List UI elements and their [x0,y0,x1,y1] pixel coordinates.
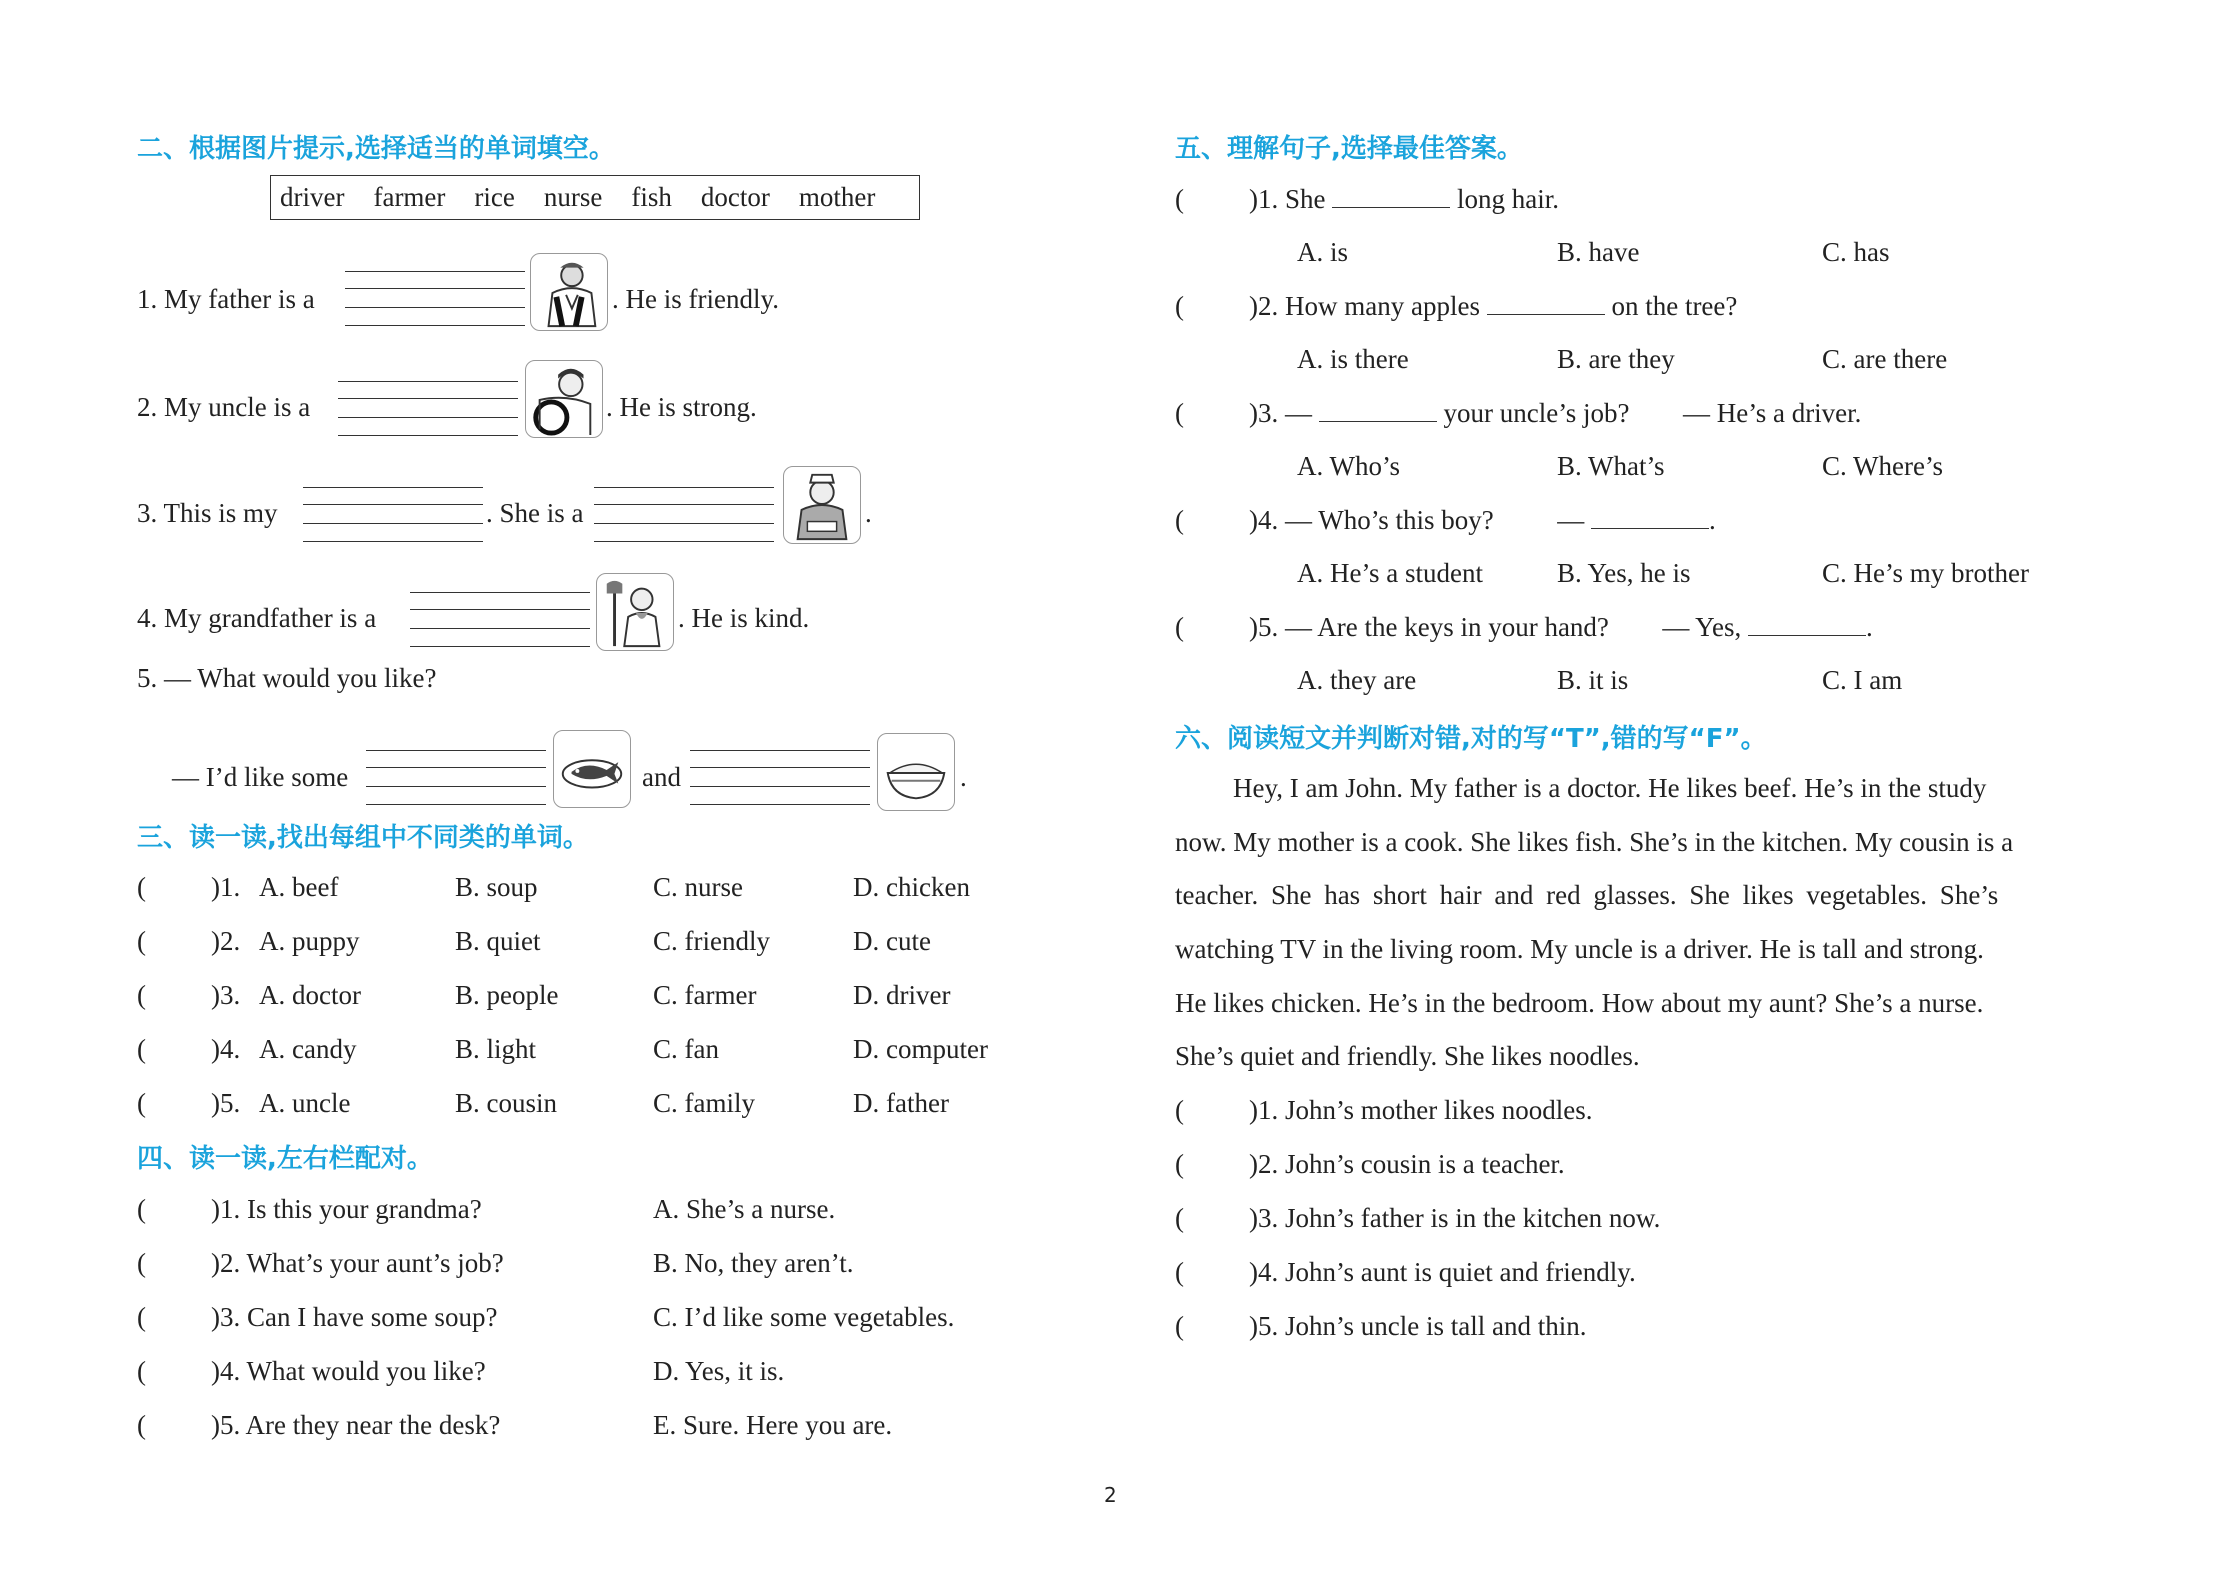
s5-stem-part: . [1865,612,1873,642]
s3-item-num: )5. [211,1088,241,1118]
s6-paren: ( [1175,1149,1184,1179]
s5-item-stem [1249,505,1716,536]
s5-option-b[interactable]: B. are they [1557,344,1675,374]
s5-stem-part: on the tree? [1611,291,1738,321]
passage-line: Hey, I am John. My father is a doctor. He likes beef. He’s in the study [1233,773,1987,803]
s5-option-a[interactable]: A. is [1297,237,1349,267]
s4-paren: ( [137,1194,146,1224]
s4-question: )1. Is this your grandma? [211,1194,482,1224]
s5-option-a[interactable]: A. is there [1297,344,1409,374]
word-bank [270,175,920,220]
s5-option-a[interactable]: A. they are [1297,665,1417,695]
section4-heading: 四、读一读,左右栏配对。 [137,1144,433,1174]
s2-q3-writing-lines-1[interactable] [303,487,483,541]
s5-option-a[interactable]: A. Who’s [1297,451,1401,481]
passage-line: She’s quiet and friendly. She likes noodles. [1175,1041,1640,1071]
s5-answer-blank[interactable] [1487,314,1605,315]
s5-option-c[interactable]: C. are there [1822,344,1948,374]
s6-statement: )3. John’s father is in the kitchen now. [1249,1203,1661,1233]
s5-option-b[interactable]: B. What’s [1557,451,1665,481]
s5-stem-part: )5. — Are the keys in your hand? [1249,612,1609,642]
s2-q2-before: 2. My uncle is a [137,392,311,422]
s6-paren: ( [1175,1203,1184,1233]
s5-answer-blank[interactable] [1748,635,1866,636]
s2-q1-after: . He is friendly. [612,284,779,314]
s4-paren: ( [137,1302,146,1332]
s2-q3-writing-lines-2[interactable] [594,487,774,541]
s2-q5-line2-before: — I’d like some [172,762,349,792]
s2-q5-writing-lines-2[interactable] [690,750,870,804]
s2-q1-writing-lines[interactable] [345,271,525,325]
s5-option-a[interactable]: A. He’s a student [1297,558,1483,588]
s5-option-c[interactable]: C. Where’s [1822,451,1943,481]
s2-q4-before: 4. My grandfather is a [137,603,377,633]
s5-stem-part: long hair. [1457,184,1559,214]
s5-stem-part: your uncle’s job? [1443,398,1630,428]
s5-item-stem [1249,612,1873,643]
s2-q5-and: and [642,762,681,792]
word-bank-word: doctor [700,182,770,212]
s3-option-a[interactable]: A. uncle [259,1088,351,1118]
s5-answer-blank[interactable] [1319,421,1437,422]
word-bank-word: driver [280,182,345,212]
s6-statement: )4. John’s aunt is quiet and friendly. [1249,1257,1636,1287]
page-number: 2 [1104,1483,1117,1507]
s5-item-stem [1249,184,1559,215]
s5-option-c[interactable]: C. I am [1822,665,1903,695]
s3-option-d[interactable]: D. cute [853,926,931,956]
s5-paren: ( [1175,291,1184,321]
s5-option-b[interactable]: B. it is [1557,665,1629,695]
farmer-icon [596,573,674,651]
s5-option-c[interactable]: C. He’s my brother [1822,558,2029,588]
s5-stem-part: )3. — [1249,398,1312,428]
passage-line: teacher. She has short hair and red glasses. She likes vegetables. She’s [1175,880,1999,910]
word-bank-word: farmer [373,182,446,212]
s2-q4-writing-lines[interactable] [410,592,590,646]
s2-q5-line1: 5. — What would you like? [137,663,437,693]
s5-stem-part: )4. — Who’s this boy? [1249,505,1494,535]
s3-option-a[interactable]: A. candy [259,1034,357,1064]
s3-option-a[interactable]: A. doctor [259,980,361,1010]
s3-option-b[interactable]: B. people [455,980,559,1010]
s3-option-d[interactable]: D. driver [853,980,951,1010]
s5-paren: ( [1175,505,1184,535]
s4-answer: A. She’s a nurse. [653,1194,836,1224]
s5-stem-part: — [1557,505,1585,535]
s6-statement: )1. John’s mother likes noodles. [1249,1095,1593,1125]
s2-q4-after: . He is kind. [678,603,810,633]
s4-question: )3. Can I have some soup? [211,1302,498,1332]
s3-option-b[interactable]: B. cousin [455,1088,558,1118]
s3-option-c[interactable]: C. farmer [653,980,757,1010]
passage-line: He likes chicken. He’s in the bedroom. How about my aunt? She’s a nurse. [1175,988,1984,1018]
s2-q2-writing-lines[interactable] [338,381,518,435]
s3-paren: ( [137,926,146,956]
s5-stem-part: )2. How many apples [1249,291,1480,321]
passage-line: now. My mother is a cook. She likes fish. She’s in the kitchen. My cousin is a [1175,827,2014,857]
s3-paren: ( [137,872,146,902]
s5-item-stem [1249,398,1861,429]
s2-q1-before: 1. My father is a [137,284,315,314]
s6-paren: ( [1175,1257,1184,1287]
s5-paren: ( [1175,184,1184,214]
s5-stem-part: . [1709,505,1716,535]
s2-q5-writing-lines-1[interactable] [366,750,546,804]
s5-option-b[interactable]: B. have [1557,237,1640,267]
s3-paren: ( [137,1034,146,1064]
s6-paren: ( [1175,1095,1184,1125]
s5-option-b[interactable]: B. Yes, he is [1557,558,1691,588]
s5-stem-part: — He’s a driver. [1682,398,1862,428]
word-bank-word: fish [631,182,672,212]
s5-answer-blank[interactable] [1332,207,1450,208]
s5-paren: ( [1175,398,1184,428]
s4-question: )4. What would you like? [211,1356,486,1386]
s4-answer: E. Sure. Here you are. [653,1410,893,1440]
s5-stem-part: )1. She [1249,184,1326,214]
section6-heading: 六、阅读短文并判断对错,对的写“T”,错的写“F”。 [1175,724,1767,754]
s2-q2-after: . He is strong. [606,392,757,422]
s3-option-b[interactable]: B. quiet [455,926,541,956]
s3-item-num: )3. [211,980,241,1010]
s3-paren: ( [137,980,146,1010]
s3-option-d[interactable]: D. chicken [853,872,970,902]
rice-icon [877,733,955,811]
s3-option-b[interactable]: B. light [455,1034,537,1064]
s6-statement: )2. John’s cousin is a teacher. [1249,1149,1565,1179]
driver-icon [525,360,603,438]
s4-paren: ( [137,1410,146,1440]
s4-paren: ( [137,1248,146,1278]
s3-option-a[interactable]: A. beef [259,872,339,902]
s3-option-c[interactable]: C. friendly [653,926,770,956]
s4-question: )5. Are they near the desk? [211,1410,501,1440]
doctor-icon [530,253,608,331]
s5-stem-part: — Yes, [1662,612,1742,642]
word-bank-word: mother [798,182,876,212]
section3-heading: 三、读一读,找出每组中不同类的单词。 [137,823,589,853]
s3-item-num: )1. [211,872,241,902]
s4-paren: ( [137,1356,146,1386]
s2-q3-after: . [865,498,872,528]
section2-heading: 二、根据图片提示,选择适当的单词填空。 [137,134,615,164]
s3-item-num: )2. [211,926,241,956]
s3-option-a[interactable]: A. puppy [259,926,360,956]
s2-q3-before: 3. This is my [137,498,278,528]
s3-item-num: )4. [211,1034,241,1064]
word-bank-word: nurse [543,182,603,212]
s5-paren: ( [1175,612,1184,642]
s4-answer: B. No, they aren’t. [653,1248,854,1278]
s4-answer: D. Yes, it is. [653,1356,785,1386]
word-bank-word: rice [474,182,515,212]
s2-q3-middle: . She is a [486,498,584,528]
s4-answer: C. I’d like some vegetables. [653,1302,955,1332]
s3-option-c[interactable]: C. family [653,1088,755,1118]
s6-statement: )5. John’s uncle is tall and thin. [1249,1311,1587,1341]
s3-option-b[interactable]: B. soup [455,872,538,902]
s3-paren: ( [137,1088,146,1118]
s3-option-c[interactable]: C. nurse [653,872,743,902]
section5-heading: 五、理解句子,选择最佳答案。 [1175,134,1523,164]
fish-icon [553,730,631,808]
s5-answer-blank[interactable] [1591,528,1709,529]
s2-q5-after: . [960,762,967,792]
s3-option-d[interactable]: D. computer [853,1034,988,1064]
s5-option-c[interactable]: C. has [1822,237,1890,267]
nurse-icon [783,466,861,544]
s6-paren: ( [1175,1311,1184,1341]
s4-question: )2. What’s your aunt’s job? [211,1248,504,1278]
s5-item-stem [1249,291,1737,322]
s3-option-c[interactable]: C. fan [653,1034,719,1064]
passage-line: watching TV in the living room. My uncle is a driver. He is tall and strong. [1175,934,1984,964]
s3-option-d[interactable]: D. father [853,1088,949,1118]
